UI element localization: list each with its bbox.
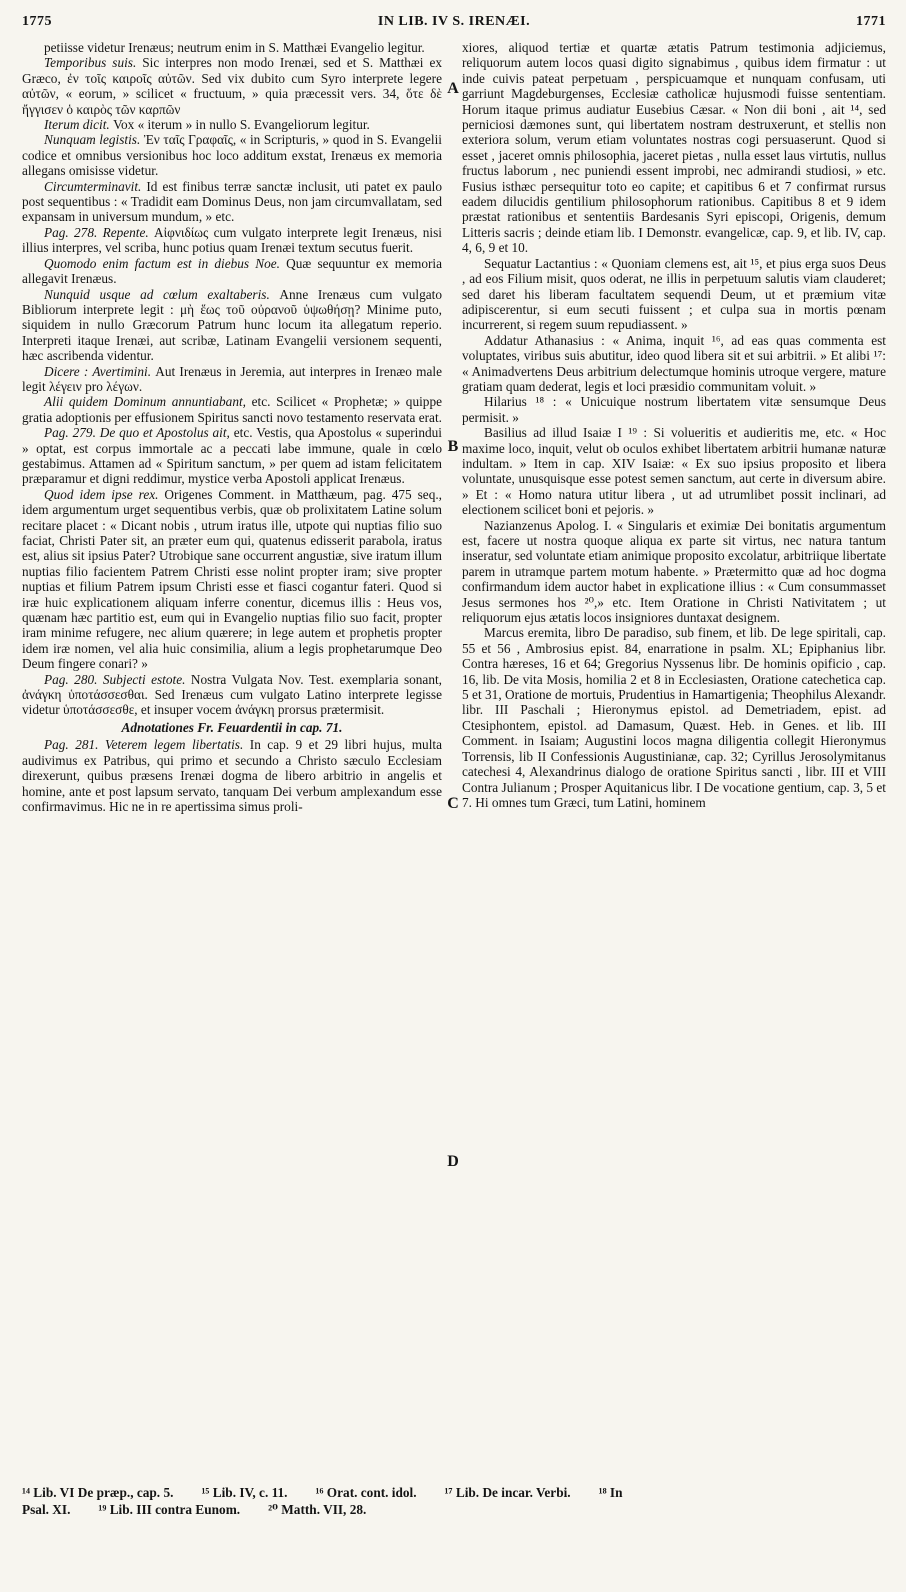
right-column (462, 40, 886, 1470)
paragraph-text: Αἰφνιδίως cum vulgato interprete legit Irenæus, nisi illius interpres, vel scriba, hunc potius quam Irenæi textum secutus fuerit. (22, 224, 442, 256)
footnote: ¹⁹ Lib. III contra Eunom. (98, 1502, 241, 1517)
paragraph (462, 625, 886, 810)
footnote: ²⁰ Matth. VII, 28. (268, 1502, 367, 1517)
paragraph (22, 179, 442, 225)
footnote-row (22, 1484, 886, 1501)
footnote: ¹⁴ Lib. VI De præp., cap. 5. (22, 1485, 174, 1500)
lemma: Alii quidem Dominum annuntiabant, (44, 394, 252, 410)
lemma: Circumterminavit. (44, 178, 147, 194)
margin-marker-d: D (447, 1153, 459, 1170)
lemma: Dicere : Avertimini. (44, 363, 156, 379)
paragraph (22, 55, 442, 117)
paragraph (22, 132, 442, 178)
paragraph-text: Nostra Vulgata Nov. Test. exemplaria sonant, ἀνάγκη ὑποτάσσεσθαι. Sed Irenæus cum vulgato Latino interprete legisse videtur ὑποτάσσεσθε, et insuper vocem ἀνάγκη prorsus prætermisit. (22, 671, 442, 718)
footnote: ¹⁵ Lib. IV, c. 11. (201, 1485, 288, 1500)
lemma: Nunquam legistis. (44, 132, 144, 148)
paragraph-text: Quæ sequuntur ex memoria allegavit Irenæus. (22, 255, 442, 287)
paragraph-text: Addatur Athanasius : « Anima, inquit ¹⁶, ad eas quas commenta est voluptates, viribus suis abutitur, ideo quod libera sit et sui arbitrii. » Et alibi ¹⁷: « Animadvertens Deus arbitrium delectumque hominis utroque vergere, mature gratiam quam dederat, legis et loci præsidio communitam voluit. » (462, 332, 886, 394)
paragraph-text: Marcus eremita, libro De paradiso, sub finem, et lib. De lege spiritali, cap. 55 et 56 , Ambrosius epist. 84, enarratione in psalm. XL; Epiphanius libr. Contra hæreses, 16 et 64; Gregorius Nyssenus libr. De hominis opificio , cap. 16, lib. De vita Mosis, homilia 2 et 8 in Ecclesiasten, Oratione catechetica cap. 5 et 31, Oratione de mortuis, Prudentius in Hamartigenia; Theophilus Alexandr. libr. III Paschali ; Hieronymus epistol. ad Demetriadem, epist. ad Ctesiphontem, epistol. ad Damasum, Quæst. Heb. in Genes. et lib. III Comment. in Isaiam; Augustini locos magna diligentia collegit Hieronymus Torrensis, lib II Confessionis Augustinianæ, cap. 32; Cyrillus Jerosolymitanus catechesi 4, Alexandrinus dialogo de oratione Spiritus sancti , libr. III et VIII Contra Julianum ; Prosper Aquitanicus libr. I De vocatione gentium, cap. 3, 5 et 7. Hi omnes tum Græci, tum Latini, hominem (462, 625, 886, 810)
footnote: ¹⁶ Orat. cont. idol. (315, 1485, 417, 1500)
paragraph (22, 364, 442, 395)
paragraph (22, 737, 442, 814)
paragraph-text: Vox « iterum » in nullo S. Evangeliorum legitur. (113, 117, 370, 133)
paragraph (22, 425, 442, 487)
lemma: Nunquid usque ad cœlum exaltaberis. (44, 286, 280, 302)
paragraph-text: Anne Irenæus cum vulgato Bibliorum interprete legit : μὴ ἕως τοῦ οὐρανοῦ ὑψωθήσῃ? Minime puto, siquidem in nullo Græcorum Patrum hunc locum ita allegatum reperio. Interpreti itaque Irenæi, aut scribæ, Latinam Evangelii versionem sequenti, hæc ascribenda videntur. (22, 286, 442, 364)
paragraph-text: Basilius ad illud Isaiæ I ¹⁹ : Si volueritis et audieritis me, etc. « Hoc maxime loco, inquit, velut ob oculos exhibet libertatem arbitrii humanæ naturæ indultam. » Item in cap. XIV Isaiæ: « Ex suo ipsius proposito et libera voluntate, unusquisque esse potest semen sanctum, aut certe in diversum abire. » Et : « Homo natura utitur libera , ut ad utrumlibet possit inclinari, ad electionem scilicet boni et pejoris. » (462, 425, 886, 518)
lemma: Quod idem ipse rex. (44, 486, 165, 502)
lemma: Pag. 281. Veterem legem libertatis. (44, 737, 250, 753)
lemma: Pag. 278. Repente. (44, 224, 154, 240)
text-columns (22, 40, 886, 1472)
footnote: ¹⁷ Lib. De incar. Verbi. (444, 1485, 571, 1500)
paragraph (22, 256, 442, 287)
paragraph-text: In cap. 9 et 29 libri hujus, multa audivimus ex Patribus, qui primo et secundo a Christo sæculo Ecclesiam direxerunt, quibus præsens Irenæi dogma de libero arbitrio in angelis et homine, ante et post lapsum servato, tanquam Dei verbum amplexandum esse confirmavimus. Hic ne in re apertissima simus proli- (22, 737, 442, 814)
lemma: Pag. 280. Subjecti estote. (44, 671, 191, 687)
paragraph-text: etc. Vestis, qua Apostolus « superindui » optat, est corpus immortale ac a peccati labe immune, quale in cœlo gestabimus. Attamen ad « Spiritum sanctum, » per quem ad istam felicitatem præparamur et digni reddimur, mystice verba Apostoli applicat Irenæus. (22, 425, 442, 487)
paragraph (22, 117, 442, 132)
footnote-row (22, 1501, 886, 1518)
section-heading-text: Adnotationes Fr. Feuardentii in cap. 71. (121, 719, 343, 735)
paragraph (22, 40, 442, 55)
lemma: Temporibus suis. (44, 55, 143, 71)
margin-marker-c: C (447, 795, 459, 812)
paragraph (22, 225, 442, 256)
paragraph (22, 487, 442, 672)
lemma: Pag. 279. De quo et Apostolus ait, (44, 425, 234, 441)
paragraph-text: Origenes Comment. in Matthæum, pag. 475 seq., idem argumentum urget sequentibus verbis, quæ ob prolixitatem Latine solum recitare placet : « Dicant nobis , utrum iratus ille, utpote qui nuptias filio suo faciat, Christi Pater sit, an præter eum qui, quatenus edisserit parabola, iratus est, alius sit ipsius Pater? Utrobique sane occurrent angustiæ, sive iratum illum nuptias filio facientem Patrem Christi esse nolint propter iram; sive propter nuptias et filium Patrem ipsum Christi esse et fiasci cogantur fateri. Quod si iræ huic explicationem aliquam inferre conentur, dicemus illis : Heus vos, quænam hæc partitio est, eum qui in Evangelio nuptias filio suo facit, propter iram minime refugere, nec alium quærere; in lege autem et prophetis propter idem iræ nomen, vel alia huic consimilia, alium a legis prophetarumque Deo Deum fingere conari? » (22, 486, 442, 672)
paragraph-text: Ἐν ταῖς Γραφαῖς, « in Scripturis, » quod in S. Evangelii codice et omnibus versionibus hoc loco additum exstat, Irenæus ex memoria allegans omisisse videtur. (22, 132, 442, 179)
paragraph (462, 425, 886, 517)
paragraph-text: xiores, aliquod tertiæ et quartæ ætatis Patrum testimonia adjiciemus, reliquorum autem locos quasi digito signabimus , quibus idem firmatur : ut inde cuivis pateat perpetuam , perspicuamque et nunquam confusam, uti garriunt Magdeburgenses, Ecclesiæ catholicæ hujusmodi fuisse sententiam. Horum itaque primus audiatur Eusebius Cæsar. « Non dii boni , ait ¹⁴, sed perniciosi dæmones sunt, qui libertatem nostram destruxerunt, et stellis non exteriora solum, verum etiam voluntates nostras cogi persuaserunt. Quod si esset , jaceret omnis philosophia, jaceret pietas , nulla esset laus virtutis, nullus fructus laborum , nec puniendi essent improbi, nec admirandi studiosi, » etc. Fusius isthæc persequitur toto eo capite; et capitibus 6 et 7 confirmat rursus eadem dilucidis gentilium philosophorum rationibus. Capitibus 8 et 9 idem præstat rationibus et sententiis Bardesanis Syri episcopi, Origenis, demum Litteris sacris ; deinde etiam lib. I Demonstr. evangelicæ, cap. 9, et lib. IV, cap. 4, 6, 9 et 10. (462, 40, 886, 256)
paragraph (22, 672, 442, 718)
running-header (22, 14, 886, 38)
column-number-right: 1771 (856, 14, 886, 29)
footnotes (22, 1484, 886, 1518)
paragraph-text: Nazianzenus Apolog. I. « Singularis et eximiæ Dei bonitatis argumentum est, facere ut nostra quoque aliqua ex parte sit virtus, nec natura tantum inseratur, sed voluntate etiam animique proposito excolatur, arbitriique libertate parem in utramque partem motum habente. » Prætermitto quæ ad hoc dogma confirmandum idem auctor habet in explicatione illius : « Cum consummasset Jesus sermones hos ²⁰,» etc. Item Oratione in Christi Nativitatem ; ut reliquorum ejus ætatis locos insigniores duntaxat designem. (462, 517, 886, 626)
left-column (22, 40, 442, 1470)
paragraph (462, 518, 886, 626)
paragraph (22, 287, 442, 364)
footnote: ¹⁸ In (598, 1485, 623, 1500)
running-title: IN LIB. IV S. IRENÆI. (377, 14, 531, 29)
lemma: Iterum dicit. (44, 117, 114, 133)
margin-marker-b: B (447, 438, 459, 455)
section-heading (22, 720, 442, 735)
paragraph-text: Id est finibus terræ sanctæ inclusit, uti patet ex paulo post sequentibus : « Tradidit eam Dominus Deus, non jam circumvallatam, sed expansam in universum mundum, » etc. (22, 178, 442, 225)
paragraph (22, 394, 442, 425)
lemma: Quomodo enim factum est in diebus Noe. (44, 255, 287, 271)
margin-marker-a: A (447, 80, 459, 97)
footnote: Psal. XI. (22, 1502, 71, 1517)
paragraph (462, 40, 886, 256)
column-number-left: 1775 (22, 14, 52, 29)
paragraph (462, 256, 886, 333)
paragraph (462, 333, 886, 395)
paragraph-text: Sequatur Lactantius : « Quoniam clemens est, ait ¹⁵, et pius erga suos Deus , ad eos Filium misit, quos oderat, ne illis in perpetuum salutis viam clauderet; sed daret his liberam facultatem sequendi Deum, ut et præmium vitæ adipiscerentur, si eum secuti fuissent ; et culpa sua in mortis pœnam incurrerent, si regem suum repudiassent. » (462, 255, 886, 333)
paragraph-text: Hilarius ¹⁸ : « Unicuique nostrum libertatem vitæ sensumque Deus permisit. » (462, 394, 886, 425)
paragraph-text: Aut Irenæus in Jeremia, aut interpres in Irenæo male legit λέγειν pro λέγων. (22, 363, 442, 394)
paragraph-text: etc. Scilicet « Prophetæ; » quippe gratia adoptionis per effusionem Spiritus sancti novo testamento reservata erat. (22, 394, 442, 425)
paragraph-text: petiisse videtur Irenæus; neutrum enim in S. Matthæi Evangelio legitur. (44, 40, 425, 55)
paragraph (462, 394, 886, 425)
paragraph-text: Sic interpres non modo Irenæi, sed et S. Matthæi ex Græco, ἐν τοῖς καιροῖς αὐτῶν. Sed vix dubito cum Syro interprete legere αὐτῶν, « eorum, » scilicet « fructuum, » quia præcessit vers. 34, ὅτε δὲ ἤγγισεν ὁ καιρὸς τῶν καρπῶν (22, 55, 442, 117)
